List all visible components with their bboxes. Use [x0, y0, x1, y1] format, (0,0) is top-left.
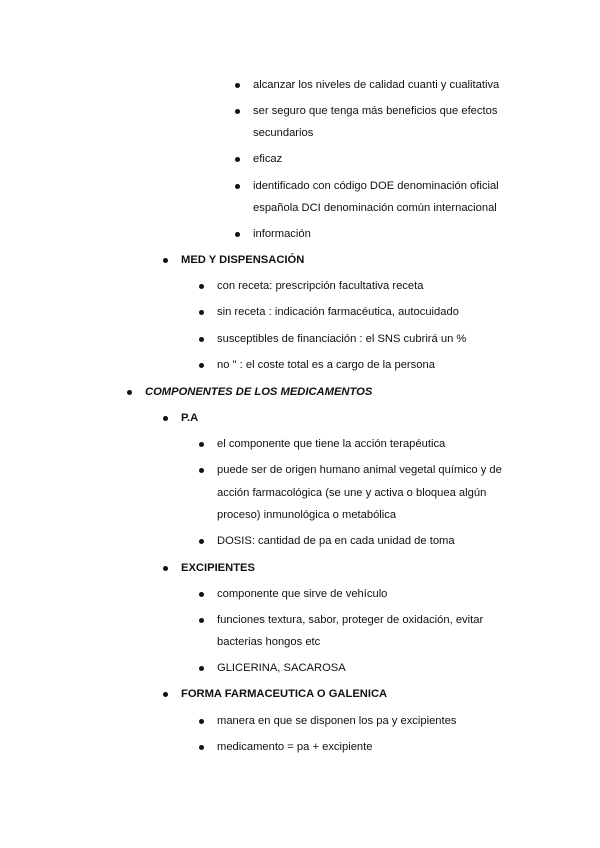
- list-item: información: [253, 228, 311, 240]
- section-heading: COMPONENTES DE LOS MEDICAMENTOS: [145, 386, 373, 398]
- subsection-heading: EXCIPIENTES: [181, 562, 255, 574]
- subsection-heading: P.A: [181, 412, 199, 424]
- bullet: [235, 232, 240, 237]
- bullet: [163, 258, 168, 263]
- list-item: con receta: prescripción facultativa receta: [217, 280, 424, 292]
- list-item: funciones textura, sabor, proteger de oxidación, evitar: [217, 614, 484, 626]
- list-item-continuation: española DCI denominación común internacional: [253, 202, 497, 214]
- bullet: [199, 442, 204, 447]
- bullet: [163, 566, 168, 571]
- subsection-heading: FORMA FARMACEUTICA O GALENICA: [181, 688, 388, 700]
- bullet: [199, 745, 204, 750]
- bullet: [163, 416, 168, 421]
- bullet: [199, 337, 204, 342]
- list-item: no " : el coste total es a cargo de la persona: [217, 359, 435, 371]
- list-item-continuation: proceso) inmunológica o metabólica: [217, 509, 397, 521]
- list-item: eficaz: [253, 153, 283, 165]
- bullet: [199, 618, 204, 623]
- bullet: [199, 666, 204, 671]
- bullet: [235, 184, 240, 189]
- list-item: manera en que se disponen los pa y excipientes: [217, 715, 457, 727]
- bullet: [199, 468, 204, 473]
- list-item: DOSIS: cantidad de pa en cada unidad de toma: [217, 535, 455, 547]
- bullet: [199, 363, 204, 368]
- bullet: [199, 310, 204, 315]
- section-heading: MED Y DISPENSACIÓN: [181, 254, 305, 266]
- bullet: [235, 83, 240, 88]
- bullet: [235, 109, 240, 114]
- list-item: componente que sirve de vehículo: [217, 588, 388, 600]
- list-item: medicamento = pa + excipiente: [217, 741, 373, 753]
- bullet: [199, 592, 204, 597]
- list-item: sin receta : indicación farmacéutica, autocuidado: [217, 306, 459, 318]
- list-item-continuation: acción farmacológica (se une y activa o bloquea algún: [217, 487, 487, 499]
- list-item: susceptibles de financiación : el SNS cubrirá un %: [217, 333, 467, 345]
- list-item: GLICERINA, SACAROSA: [217, 662, 346, 674]
- list-item-continuation: bacterias hongos etc: [217, 636, 321, 648]
- list-item: puede ser de origen humano animal vegetal químico y de: [217, 464, 502, 476]
- list-item: alcanzar los niveles de calidad cuanti y cualitativa: [253, 79, 500, 91]
- list-item: el componente que tiene la acción terapéutica: [217, 438, 446, 450]
- list-item: ser seguro que tenga más beneficios que efectos: [253, 105, 498, 117]
- list-item-continuation: secundarios: [253, 127, 314, 139]
- bullet: [163, 692, 168, 697]
- bullet: [199, 284, 204, 289]
- bullet: [199, 719, 204, 724]
- bullet: [127, 390, 132, 395]
- bullet: [199, 539, 204, 544]
- bullet: [235, 157, 240, 162]
- list-item: identificado con código DOE denominación oficial: [253, 180, 499, 192]
